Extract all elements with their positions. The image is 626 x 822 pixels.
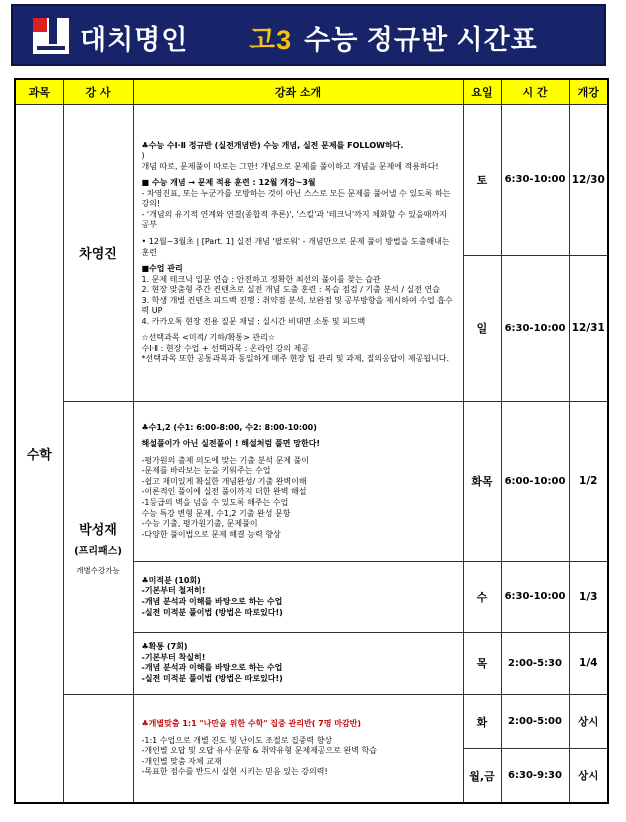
subject-cell: 수학 [15, 105, 63, 803]
intro-line: ■ 수능 개념 → 문제 적용 훈련 : 12월 개강~3월 [141, 178, 316, 188]
column-header: 강 사 [63, 79, 133, 105]
intro-line: ♣확통 (7회) [141, 642, 188, 652]
column-header: 과목 [15, 79, 63, 105]
intro-line: -실전 미적분 풀이법 (방법은 따로있다!) [141, 673, 283, 683]
table-header-row [15, 79, 608, 105]
intro-line: 수Ⅰ·Ⅱ : 현장 수업 + 선택과목 : 온라인 강의 제공 [141, 343, 309, 353]
intro-line: *선택과목 또한 공통과목과 동일하게 매주 현장 팁 관리 및 과제, 질의응답이 제공됩니다. [141, 354, 450, 364]
intro-line: ☆선택과목 <미적/ 기하/확통> 관리☆ [141, 333, 276, 343]
academy-logo-icon [33, 18, 69, 54]
intro-line: 2. 현장 맞춤형 주간 컨텐츠로 실전 개념 도출 훈련 : 복습 점검 / 기출 분석 / 실전 연습 [141, 285, 441, 295]
day-cell: 토 [463, 105, 501, 256]
intro-line: 4. 카카오톡 현장 전용 질문 채널 : 실시간 비대면 소통 및 피드백 [141, 316, 366, 326]
course-intro [133, 401, 463, 562]
course-intro [133, 632, 463, 694]
intro-line: -1등급의 벽을 넘을 수 있도록 해주는 수업 [141, 497, 289, 507]
column-header: 시 간 [501, 79, 569, 105]
start-date-cell: 상시 [569, 749, 608, 803]
intro-line: -쉽고 재미있게 확실한 개념완성/ 기출 완벽이해 [141, 476, 307, 486]
day-cell: 화목 [463, 401, 501, 562]
intro-line: -기본부터 착실히! [141, 652, 206, 662]
time-cell: 2:00-5:00 [501, 694, 569, 748]
intro-line: 해설풀이가 아닌 실전풀이 ! 해설처럼 풀면 망한다! [141, 439, 321, 449]
intro-line: -다양한 풀이법으로 문제 해결 능력 향상 [141, 529, 281, 539]
intro-line: -평가원의 출제 의도에 맞는 기출 분석 문제 풀이 [141, 455, 310, 465]
intro-line: -목표한 점수를 반드시 실현 시키는 믿음 있는 강의력! [141, 767, 328, 777]
start-date-cell: 1/3 [569, 562, 608, 632]
day-cell: 목 [463, 632, 501, 694]
intro-line: -문제를 바라보는 눈을 키워주는 수업 [141, 466, 271, 476]
academy-name: 대치명인 [80, 25, 189, 55]
intro-line: -개념 분석과 이해를 바탕으로 하는 수업 [141, 596, 283, 606]
day-cell: 화 [463, 694, 501, 748]
intro-line: ) [141, 151, 145, 161]
intro-line: ♣개별맞춤 1:1 "나만을 위한 수학" 집중 관리반( 7명 마감반) [141, 719, 362, 729]
intro-line: -1:1 수업으로 개별 진도 및 난이도 조절로 집중력 향상 [141, 735, 333, 745]
intro-line: 수능 특강 변형 문제, 수1,2 기출 완성 문항 [141, 508, 291, 518]
intro-line: ♣수1,2 (수1: 6:00-8:00, 수2: 8:00-10:00) [141, 422, 317, 432]
intro-line: ♣미적분 (10회) [141, 575, 201, 585]
intro-line: -수능 기출, 평가원기출, 문제풀이 [141, 519, 258, 529]
start-date-cell: 상시 [569, 694, 608, 748]
intro-line: ♣수능 수Ⅰ·Ⅱ 정규반 (실전개념반) 수능 개념, 실전 문제를 FOLLOW하다. [141, 140, 404, 150]
intro-line: - 차영진표, 또는 누군가를 모방하는 것이 아닌 스스로 모든 문제를 풀어낼 수 있도록 하는 강의! [141, 188, 451, 209]
teacher-subtitle: (프리패스) [74, 546, 122, 558]
start-date-cell: 12/31 [569, 255, 608, 401]
time-cell: 6:30-10:00 [501, 255, 569, 401]
intro-line: ■수업 관리 [141, 264, 183, 274]
day-cell: 월,금 [463, 749, 501, 803]
teacher-note: 개별수강가능 [76, 566, 120, 576]
teacher-cell-empty [63, 694, 133, 803]
time-cell: 6:00-10:00 [501, 401, 569, 562]
intro-line: -개념 분석과 이해를 바탕으로 하는 수업 [141, 663, 283, 673]
intro-line: • 12월~3월초 | [Part. 1] 실전 개념 '팔로워' - 개념만으로 문제 풀이 방법을 도출해내는 훈련 [141, 237, 450, 257]
schedule-table [14, 78, 609, 804]
start-date-cell: 1/2 [569, 401, 608, 562]
intro-line: 개념 따로, 문제풀이 따로는 그만! 개념으로 문제를 풀이하고 개념을 문제에 적용하다! [141, 161, 439, 171]
page-title [249, 18, 538, 57]
intro-line: 3. 학생 개별 컨텐츠 피드백 진행 : 취약점 분석, 보완점 및 공부방향을 제시하여 수업 흡수력 UP [141, 295, 453, 316]
header-banner [11, 4, 606, 66]
day-cell: 수 [463, 562, 501, 632]
course-intro [133, 694, 463, 803]
column-header: 강좌 소개 [133, 79, 463, 105]
intro-line: -기본부터 철저히! [141, 586, 206, 596]
time-cell: 6:30-10:00 [501, 562, 569, 632]
start-date-cell: 12/30 [569, 105, 608, 256]
day-cell: 일 [463, 255, 501, 401]
column-header: 요일 [463, 79, 501, 105]
intro-line: 1. 문제 테크닉 입문 연습 : 안전하고 정확한 최선의 풀이를 찾는 습관 [141, 274, 381, 284]
course-intro [133, 105, 463, 401]
time-cell: 6:30-9:30 [501, 749, 569, 803]
intro-line: - '개념의 유기적 연계와 연결(종합적 추론)', '스킬'과 '테크닉'까지 체화할 수 있을때까지 공부 [141, 209, 447, 230]
table-row [15, 694, 608, 748]
teacher-name: 차영진 [79, 247, 117, 263]
table-row [15, 105, 608, 256]
title-text: 수능 정규반 시간표 [304, 25, 538, 55]
teacher-cell [63, 105, 133, 401]
intro-line: -실전 미적분 풀이법 (방법은 따로있다!) [141, 607, 283, 617]
grade-label: 고3 [249, 25, 293, 55]
column-header: 개강 [569, 79, 608, 105]
intro-line: -이론적인 풀이에 실전 풀이까지 더한 완벽 해설 [141, 487, 307, 497]
teacher-cell [63, 401, 133, 694]
table-row [15, 401, 608, 562]
time-cell: 2:00-5:30 [501, 632, 569, 694]
teacher-name: 박성재 [79, 523, 117, 539]
time-cell: 6:30-10:00 [501, 105, 569, 256]
intro-line: -개인별 오답 및 오답 유사 문항 & 취약유형 문제제공으로 완벽 학습 [141, 746, 377, 756]
start-date-cell: 1/4 [569, 632, 608, 694]
course-intro [133, 562, 463, 632]
intro-line: -개인별 맞춤 자체 교재 [141, 756, 222, 766]
